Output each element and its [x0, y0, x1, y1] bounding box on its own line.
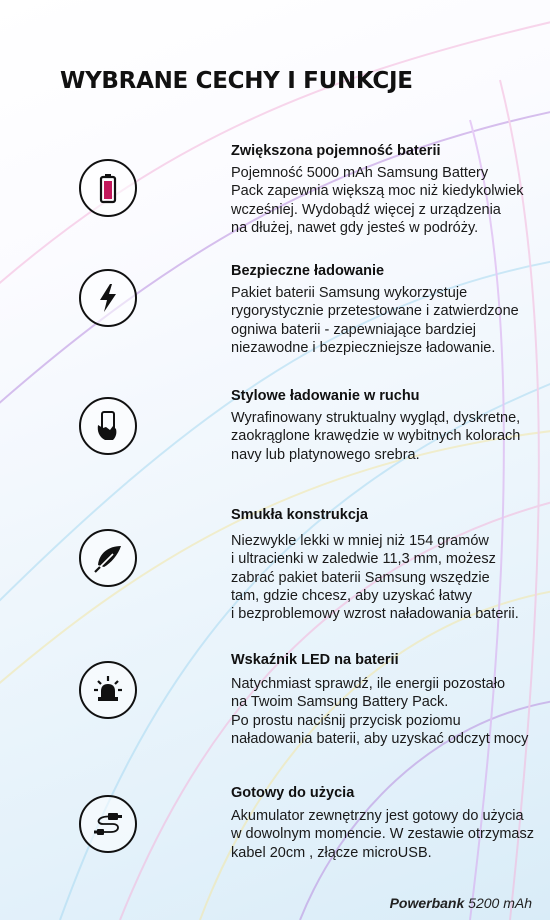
feature-description-line: Akumulator zewnętrzny jest gotowy do użycia	[231, 808, 524, 824]
product-caption	[390, 895, 532, 911]
product-capacity: 5200 mAh	[468, 895, 532, 911]
feature-description-line: ogniwa baterii - zapewniające bardziej	[231, 321, 477, 338]
feature-description-line: tam, gdzie chcesz, aby uzyskać łatwy	[231, 587, 472, 604]
feature-description-line: zaokrąglone krawędzie w wybitnych kolorach	[231, 428, 521, 445]
feature-description-line: i ultracienki w zaledwie 11,3 mm, możesz	[231, 551, 496, 568]
hand-holding-phone-icon	[79, 397, 137, 455]
feature-description-line: w dowolnym momencie. W zestawie otrzymasz	[231, 826, 534, 843]
feature-description-line: Wyrafinowany struktualny wygląd, dyskretne,	[231, 410, 521, 426]
feature-description	[231, 807, 546, 862]
lightning-bolt-icon	[79, 269, 137, 327]
feature-description-line: Natychmiast sprawdź, ile energii pozostało	[231, 676, 506, 692]
feature-description-line: Niezwykle lekki w mniej niż 154 gramów	[231, 533, 489, 549]
led-indicator-icon	[79, 661, 137, 719]
feature-description-line: na dłużej, nawet gdy jesteś w podróży.	[231, 219, 479, 236]
product-name: Powerbank	[389, 895, 465, 911]
feature-heading: Gotowy do użycia	[231, 785, 355, 801]
feature-description	[231, 164, 546, 237]
feature-description	[231, 409, 546, 464]
usb-cable-icon	[79, 795, 137, 853]
feature-heading: Wskaźnik LED na baterii	[231, 652, 399, 668]
feature-description-line: zabrać pakiet baterii Samsung wszędzie	[231, 569, 490, 586]
feature-description-line: Pakiet baterii Samsung wykorzystuje	[231, 285, 468, 301]
feature-heading: Bezpieczne ładowanie	[231, 263, 385, 279]
feature-description-line: rygorystycznie przetestowane i zatwierdzone	[231, 303, 519, 320]
feature-description-line: na Twoim Samsung Battery Pack.	[231, 694, 449, 711]
feature-description-line: i bezproblemowy wzrost naładowania baterii.	[231, 606, 519, 623]
feature-description	[231, 284, 546, 357]
feature-description-line: Pojemność 5000 mAh Samsung Battery	[231, 165, 489, 181]
feature-heading: Zwiększona pojemność baterii	[231, 143, 441, 159]
feature-description	[231, 675, 546, 748]
feature-description-line: naładowania baterii, aby uzyskać odczyt mocy	[231, 730, 529, 747]
feature-description-line: Pack zapewnia większą moc niż kiedykolwiek	[231, 183, 524, 200]
feature-description-line: Po prostu naciśnij przycisk poziomu	[231, 712, 461, 729]
battery-icon	[79, 159, 137, 217]
feature-description-line: navy lub platynowego srebra.	[231, 446, 420, 463]
feature-description-line: kabel 20cm , złącze microUSB.	[231, 844, 432, 861]
page-title: WYBRANE CECHY I FUNKCJE	[60, 68, 413, 94]
feature-heading: Smukła konstrukcja	[231, 507, 368, 523]
feather-icon	[79, 529, 137, 587]
feature-description	[231, 532, 546, 623]
feature-heading: Stylowe ładowanie w ruchu	[231, 388, 420, 404]
feature-description-line: wcześniej. Wydobądź więcej z urządzenia	[231, 201, 501, 218]
feature-description-line: niezawodne i bezpieczniejsze ładowanie.	[231, 339, 496, 356]
